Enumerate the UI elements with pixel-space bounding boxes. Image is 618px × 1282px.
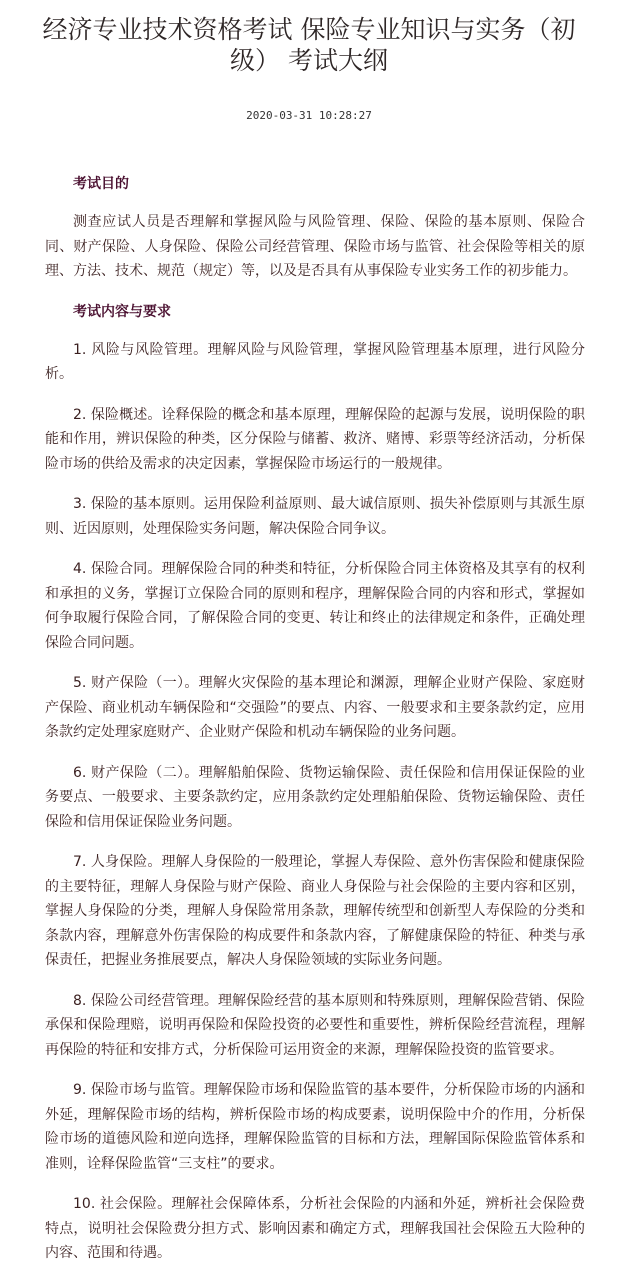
list-item: 1. 风险与风险管理。理解风险与风险管理，掌握风险管理基本原理，进行风险分析。 [45, 341, 585, 382]
list-item: 6. 财产保险（二）。理解船舶保险、货物运输保险、责任保险和信用保证保险的业务要点、一般要求、主要条款约定，应用条款约定处理船舶保险、货物运输保险、责任保险和信用保证保险业务问题。 [45, 764, 585, 830]
section-heading-purpose: 考试目的 [73, 176, 129, 192]
list-item: 3. 保险的基本原则。运用保险利益原则、最大诚信原则、损失补偿原则与其派生原则、近因原则，处理保险实务问题，解决保险合同争议。 [45, 496, 585, 537]
section-heading-content: 考试内容与要求 [73, 303, 171, 320]
list-item: 7. 人身保险。理解人身保险的一般理论，掌握人寿保险、意外伤害保险和健康保险的主要特征，理解人身保险与财产保险、商业人身保险与社会保险的主要内容和区别，掌握人身保险的分类，理解人身保险常用条款，理解传统型和创新型人寿保险的分类和条款内容，理解意外伤害保险的构成要件和条款内容，了解健康保险的特征、种类与承保责任，把握业务推展要点，解决人身保险领域的实际业务问题。 [45, 854, 585, 968]
purpose-paragraph: 测查应试人员是否理解和掌握风险与风险管理、保险、保险的基本原则、保险合同、财产保险、人身保险、保险公司经营管理、保险市场与监管、社会保险等相关的原理、方法、技术、规范（规定）等，以及是否具有从事保险专业实务工作的初步能力。 [45, 214, 585, 279]
list-item: 5. 财产保险（一）。理解火灾保险的基本理论和渊源，理解企业财产保险、家庭财产保险、商业机动车辆保险和“交强险”的要点、内容、一般要求和主要条款约定，应用条款约定处理家庭财产、企业财产保险和机动车辆保险的业务问题。 [45, 675, 585, 740]
publish-date: 2020-03-31 10:28:27 [246, 109, 372, 122]
list-item: 4. 保险合同。理解保险合同的种类和特征，分析保险合同主体资格及其享有的权利和承担的义务，掌握订立保险合同的原则和程序，理解保险合同的内容和形式，掌握如何争取履行保险合同，了解保险合同的变更、转让和终止的法律规定和条件，正确处理保险合同问题。 [45, 561, 585, 651]
list-item: 10. 社会保险。理解社会保障体系，分析社会保险的内涵和外延，辨析社会保险费特点，说明社会保险费分担方式、影响因素和确定方式，理解我国社会保险五大险种的内容、范围和待遇。 [45, 1196, 585, 1261]
page-title: 经济专业技术资格考试 保险专业知识与实务（初级） 考试大纲 [42, 15, 576, 75]
list-item: 2. 保险概述。诠释保险的概念和基本原理，理解保险的起源与发展，说明保险的职能和作用，辨识保险的种类，区分保险与储蓄、救济、赌博、彩票等经济活动，分析保险市场的供给及需求的决定因素，掌握保险市场运行的一般规律。 [45, 406, 585, 472]
article-body [45, 172, 585, 1282]
list-item: 9. 保险市场与监管。理解保险市场和保险监管的基本要件，分析保险市场的内涵和外延，理解保险市场的结构，辨析保险市场的构成要素，说明保险中介的作用，分析保险市场的道德风险和逆向选择，理解保险监管的目标和方法，理解国际保险监管体系和准则，诠释保险监管“三支柱”的要求。 [45, 1082, 585, 1172]
list-item: 8. 保险公司经营管理。理解保险经营的基本原则和特殊原则，理解保险营销、保险承保和保险理赔，说明再保险和保险投资的必要性和重要性，辨析保险经营流程，理解再保险的特征和安排方式，分析保险可运用资金的来源，理解保险投资的监管要求。 [45, 992, 585, 1058]
